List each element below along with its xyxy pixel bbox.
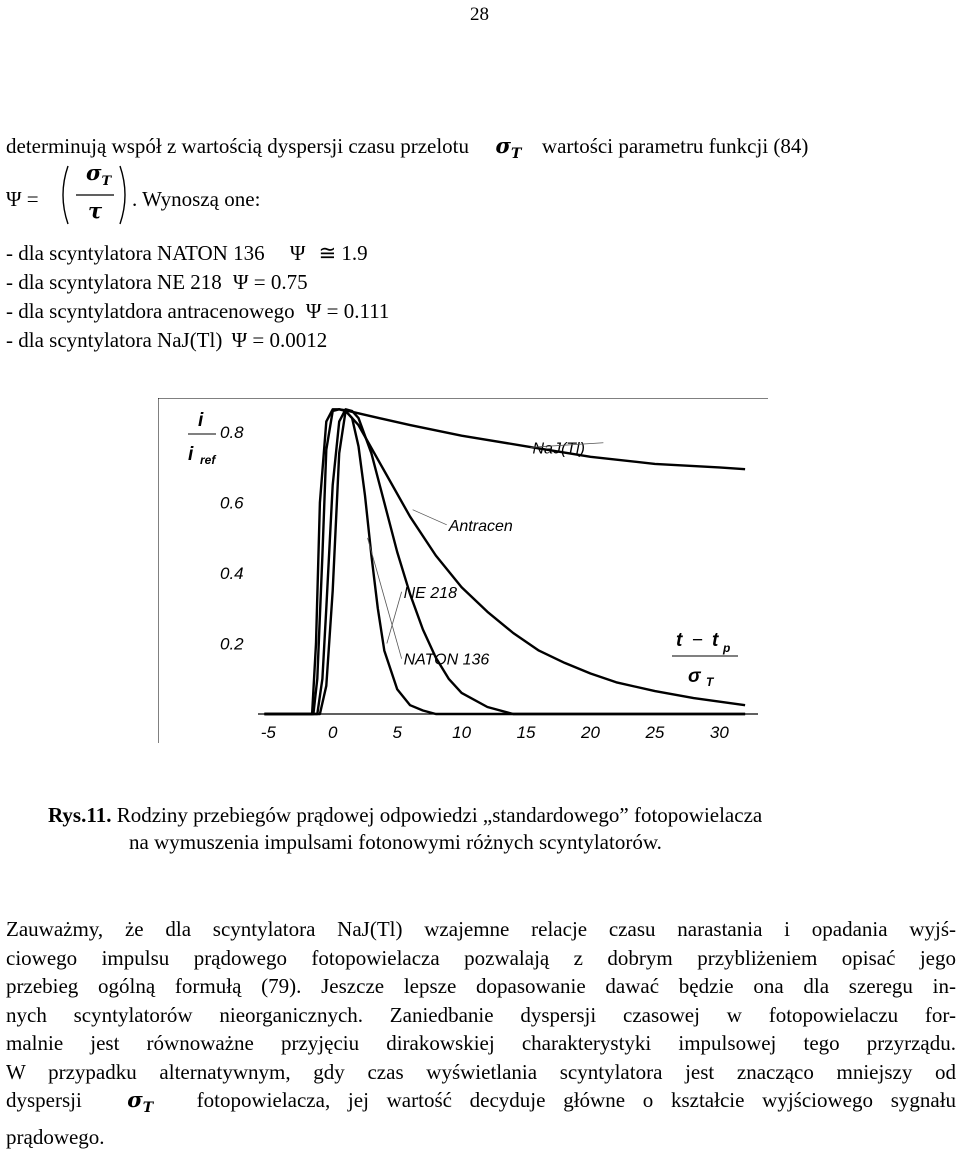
sigma-symbol: σ	[127, 1087, 143, 1112]
list-item: - dla scyntylatora NaJ(Tl) Ψ = 0.0012	[6, 328, 328, 352]
x-tick-label: 0	[328, 723, 338, 742]
pulse-response-chart	[158, 398, 768, 743]
x-axis-denominator: σ	[688, 666, 701, 687]
x-axis-minus: −	[692, 630, 704, 651]
list-item: - dla scyntylatora NE 218 Ψ = 0.75	[6, 270, 308, 294]
y-axis-denominator-sub: ref	[200, 453, 216, 467]
psi-after: . Wynoszą one:	[132, 187, 261, 211]
annotation-label: Antracen	[448, 517, 513, 535]
y-axis-denominator: i	[188, 444, 194, 465]
list-item: - dla scyntylatdora antracenowego Ψ = 0.111	[6, 299, 390, 323]
x-axis-numerator-sub: p	[723, 641, 731, 655]
sigma-symbol: σ	[495, 133, 511, 158]
y-tick-label: 0.8	[220, 423, 244, 443]
paragraph-line: Zauważmy, że dla scyntylatora NaJ(Tl) wzajemne relacje czasu narastania i opadania wyjś-	[6, 917, 956, 941]
caption-line2: na wymuszenia impulsami fotonowymi różnych scyntylatorów.	[129, 830, 662, 854]
y-tick-label: 0.4	[220, 564, 244, 584]
paragraph-line: W przypadku alternatywnym, gdy czas wyświetlania scyntylatora jest znacząco mniejszy od	[6, 1059, 956, 1084]
paragraph-line: prądowego.	[6, 1124, 105, 1149]
intro-text: determinują współ z wartością dyspersji czasu przelotu	[6, 134, 470, 158]
x-tick-label: 5	[392, 723, 402, 742]
scintillator-list	[6, 240, 389, 356]
caption-line1: Rodziny przebiegów prądowej odpowiedzi „standardowego” fotopowielacza	[116, 803, 763, 827]
x-axis-denominator-sub: T	[706, 675, 714, 689]
pulse-response-figure	[158, 398, 768, 743]
paragraph-line: malnie jest równoważne przyjęciu dirakowskiej charakterystyki impulsowej tego przyrządu.	[6, 1031, 956, 1055]
paragraph-line: ciowego impulsu prądowego fotopowielacza pozwalają z dobrym przybliżeniem opisać jego	[6, 945, 956, 970]
psi-formula	[6, 158, 336, 232]
x-tick-label: -5	[260, 723, 276, 742]
figure-caption	[48, 802, 762, 856]
caption-label: Rys.11.	[48, 803, 112, 827]
body-paragraph	[6, 915, 956, 1151]
x-tick-label: 20	[581, 723, 600, 742]
y-tick-label: 0.2	[220, 634, 244, 654]
annotation-label: NATON 136	[403, 651, 490, 669]
x-tick-label: 30	[709, 723, 729, 742]
x-tick-label: 15	[516, 723, 536, 742]
annotation-label: NaJ(Tl)	[532, 440, 585, 458]
annotation-label: NE 218	[403, 584, 457, 602]
intro-text-end: wartości parametru funkcji (84)	[541, 134, 809, 158]
psi-numerator: $\sigma_T$	[86, 160, 112, 190]
psi-denominator: τ	[88, 198, 103, 223]
y-tick-label: 0.6	[220, 493, 244, 513]
list-item: - dla scyntylatora NATON 136 Ψ ≅ 1.9	[6, 241, 368, 265]
x-axis-numerator-tp: t	[712, 630, 719, 651]
page-number: 28	[470, 4, 489, 25]
x-tick-label: 25	[645, 723, 665, 742]
x-tick-label: 10	[452, 723, 472, 742]
psi-label: Ψ =	[6, 187, 39, 211]
x-axis-numerator-t: t	[676, 630, 683, 651]
paragraph-line: dyspersji $\sigma_T$ fotopowielacza, jej wartość decyduje główne o kształcie wyjściowego sygnału	[6, 1087, 957, 1117]
sigma-subscript: T	[511, 146, 522, 163]
paragraph-line: nych scyntylatorów nieorganicznych. Zaniedbanie dyspersji czasowej w fotopowielaczu for-	[6, 1002, 956, 1027]
paragraph-line: przebieg ogólną formułą (79). Jeszcze lepsze dopasowanie dawać będzie ona dla szeregu in-	[6, 974, 956, 998]
y-axis-numerator: i	[198, 410, 204, 431]
